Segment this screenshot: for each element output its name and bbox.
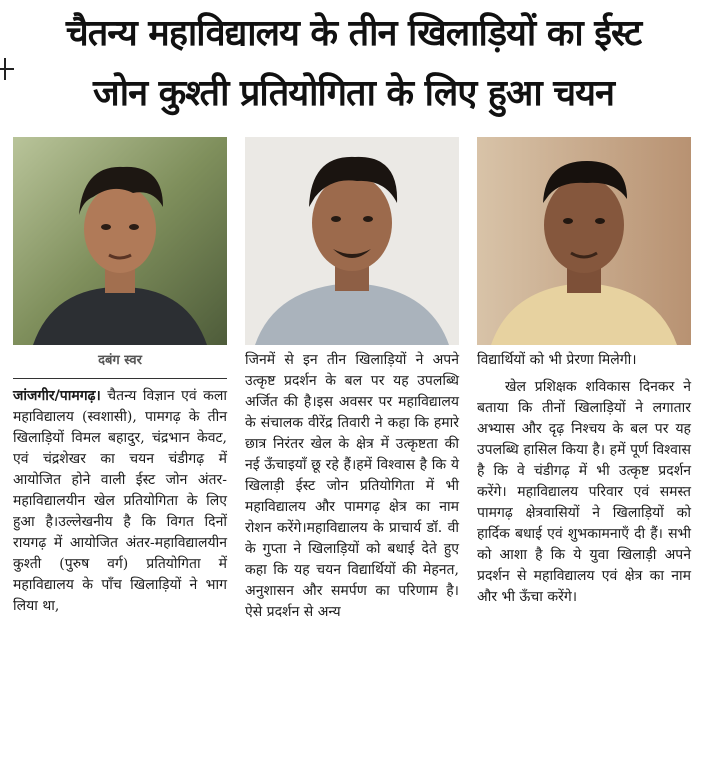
crop-mark-icon bbox=[0, 40, 14, 100]
person-portrait-icon bbox=[245, 137, 459, 345]
headline bbox=[0, 0, 707, 130]
player-photo-2 bbox=[245, 137, 459, 345]
headline-line-2: जोन कुश्ती प्रतियोगिता के लिए हुआ चयन bbox=[93, 73, 614, 114]
column-3-paragraph-2: खेल प्रशिक्षक शविकास दिनकर ने बताया कि तीनों खिलाड़ियों ने लगातार अभ्यास और दृढ़ निश्चय के बल पर यह उपलब्धि हासिल किया है। हमें पूर्ण विश्वास है कि वे चंडीगढ़ में भी उत्कृष्ट प्रदर्शन करेंगे। महाविद्यालय परिवार एवं समस्त पामगढ़ क्षेत्रवासियों ने खिलाड़ियों को हार्दिक बधाई एवं शुभकामनाएँ दी हैं। सभी को आशा है कि ये युवा खिलाड़ी अपने प्रदर्शन से महाविद्यालय एवं क्षेत्र का नाम और भी ऊँचा करेंगे। bbox=[477, 379, 691, 605]
article-column-2 bbox=[245, 350, 459, 623]
person-portrait-icon bbox=[477, 137, 691, 345]
column-3-paragraph-1: विद्यार्थियों को भी प्रेरणा मिलेगी। bbox=[477, 352, 637, 368]
column-2-text: जिनमें से इन तीन खिलाड़ियों ने अपने उत्कृष्ट प्रदर्शन के बल पर यह उपलब्धि अर्जित की है।इस अवसर पर महाविद्यालय के संचालक वीरेंद्र तिवारी ने कहा कि हमारे छात्र निरंतर खेल के क्षेत्र में उत्कृष्टता की नई ऊँचाइयाँ छू रहे हैं।हमें विश्वास है कि ये खिलाड़ी ईस्ट जोन प्रतियोगिता में भी महाविद्यालय और पामगढ़ क्षेत्र का नाम रोशन करेंगे।महाविद्यालय के प्राचार्य डॉ. वी के गुप्ता ने खिलाड़ियों को बधाई देते हुए कहा कि यह चयन विद्यार्थियों की मेहनत, अनुशासन और समर्पण का परिणाम है। ऐसे प्रदर्शन से अन्य bbox=[245, 352, 459, 620]
headline-line-1: चैतन्य महाविद्यालय के तीन खिलाड़ियों का ईस्ट bbox=[65, 13, 642, 54]
person-portrait-icon bbox=[13, 137, 227, 345]
player-photo-1 bbox=[13, 137, 227, 345]
article-column-3 bbox=[477, 350, 691, 608]
byline-divider bbox=[13, 378, 227, 379]
article-column-1 bbox=[13, 386, 227, 617]
dateline: जांजगीर/पामगढ़। bbox=[13, 388, 101, 404]
player-photo-3 bbox=[477, 137, 691, 345]
byline: दबंग स्वर bbox=[98, 353, 142, 368]
column-1-text: चैतन्य विज्ञान एवं कला महाविद्यालय (स्वशासी), पामगढ़ के तीन खिलाड़ियों विमल बहादुर, चंद्रभान केवट, एवं चंद्रशेखर का चयन चंडीगढ़ में आयोजित होने वाली ईस्ट जोन अंतर-महाविद्यालयीन खेल प्रतियोगिता के लिए हुआ है।उल्लेखनीय है कि विगत दिनों रायगढ़ में आयोजित अंतर-महाविद्यालयीन कुश्ती (पुरुष वर्ग) प्रतियोगिता में महाविद्यालय के पाँच खिलाड़ियों ने भाग लिया था, bbox=[13, 388, 227, 614]
